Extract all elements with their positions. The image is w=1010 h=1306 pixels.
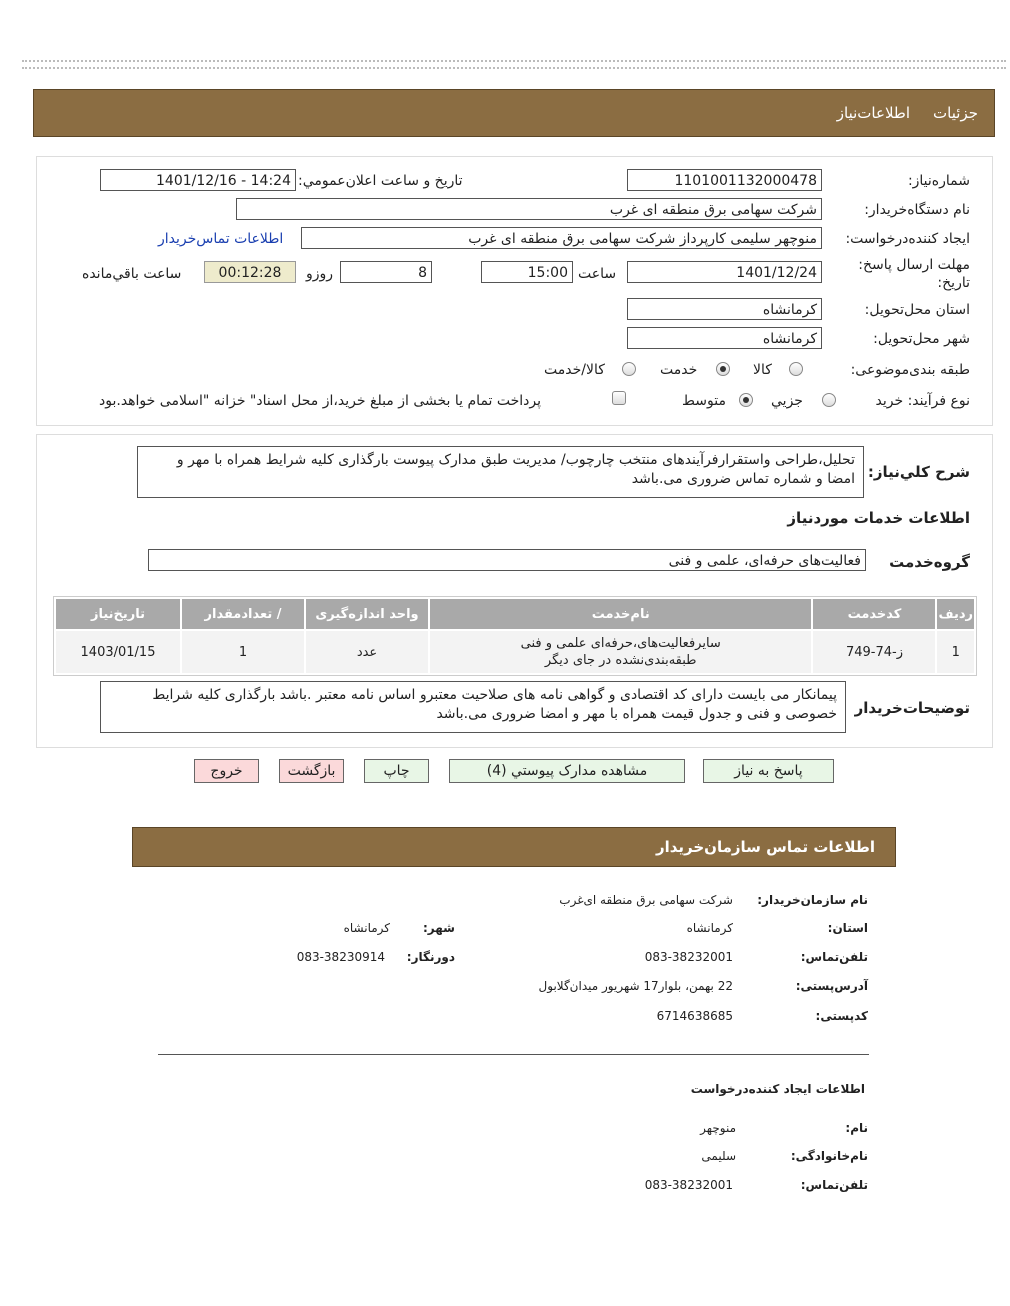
treasury-payment-checkbox[interactable] — [612, 391, 626, 405]
days-label: روزو — [306, 266, 334, 282]
col-code: کدخدمت — [813, 599, 935, 629]
contact-postal-label: کد‌پستی: — [815, 1009, 868, 1023]
creator-family-label: نام‌خانوادگی: — [790, 1149, 868, 1163]
org-label: نام سازمان‌خريدار: — [757, 893, 868, 907]
creator-field: منوچهر سلیمی کارپرداز شرکت سهامی برق منطقه ای غرب — [301, 227, 822, 249]
tab-need-info[interactable]: اطلاعات‌نیاز — [836, 104, 910, 122]
services-table — [54, 597, 976, 675]
contact-title: اطلاعات تماس سازمان‌خريدار — [655, 838, 875, 856]
contact-fax-label: دورنگار: — [406, 950, 455, 964]
services-title: اطلاعات خدمات موردنياز — [787, 509, 970, 527]
process-label: نوع فرآيند: خريد — [875, 393, 970, 409]
process-radio-minor[interactable] — [822, 393, 836, 407]
buyer-field: شرکت سهامی برق منطقه ای غرب — [236, 198, 822, 220]
creator-label: ايجاد کننده‌درخواست: — [845, 231, 970, 247]
cell-qty: 1 — [182, 631, 304, 673]
view-attachments-button[interactable]: مشاهده مدارک پيوستي (4) — [449, 759, 685, 783]
cell-name-line1: سایرفعالیت‌های،حرفه‌ای علمی و فنی — [520, 636, 721, 651]
top-divider — [22, 60, 1006, 69]
contact-province-label: استان: — [827, 921, 868, 935]
creator-name-value: منوچهر — [700, 1121, 736, 1135]
cell-date: 1403/01/15 — [56, 631, 180, 673]
category-option-service: خدمت — [660, 362, 698, 378]
announce-field: 1401/12/16 - 14:24 — [100, 169, 296, 191]
need-number-field: 1101001132000478 — [627, 169, 822, 191]
buyer-contact-link[interactable]: اطلاعات تماس‌خريدار — [158, 231, 284, 247]
contact-phone-value: 083-38232001 — [644, 950, 733, 964]
buyer-notes-text: پیمانکار می بایست دارای کد اقتصادی و گواهی نامه های صلاحیت معتبرو اساس نامه معتبر .باشد بارگذاری کلیه شرایط خصوصی و فنی و جدول قیمت همراه با مهر و امضا ضروری می.باشد — [100, 681, 846, 733]
remaining-label: ساعت باقي‌مانده — [82, 266, 182, 282]
city-field: کرمانشاه — [627, 327, 822, 349]
back-button[interactable]: بازگشت — [279, 759, 344, 783]
contact-phone-label: تلفن‌تماس: — [800, 950, 868, 964]
days-field: 8 — [340, 261, 432, 283]
announce-label: تاريخ و ساعت اعلان‌عمومي: — [298, 173, 463, 189]
category-option-goods-service: کالا/خدمت — [544, 362, 605, 378]
cell-code: ز-74-749 — [813, 631, 935, 673]
province-field: کرمانشاه — [627, 298, 822, 320]
need-info-panel — [36, 156, 993, 426]
process-option-medium: متوسط — [682, 393, 726, 409]
contact-fax-value: 083-38230914 — [296, 950, 385, 964]
city-label: شهر محل‌تحويل: — [873, 331, 970, 347]
description-text: تحلیل،طراحی واستقرارفرآیندهای منتخب چارچوب/ مدیریت طبق مدارک پیوست بارگذاری کلیه شرایط همراه با مهر و امضا و شماره تماس ضروری می.باشد — [137, 446, 864, 498]
deadline-date-label: تاريخ: — [937, 275, 970, 291]
process-option-minor: جزيي — [771, 393, 803, 409]
need-number-label: شماره‌نياز: — [907, 173, 970, 189]
time-label: ساعت — [578, 266, 617, 282]
contact-postal-value: 6714638685 — [656, 1009, 733, 1023]
col-date: تاريخ‌نياز — [56, 599, 180, 629]
treasury-payment-note: پرداخت تمام يا بخشی از مبلغ خريد،از محل اسناد" خزانه "اسلامی خواهد.بود — [99, 393, 542, 409]
category-label: طبقه بندی‌موضوعی: — [850, 362, 970, 378]
remaining-time: 00:12:28 — [204, 261, 296, 283]
service-group-label: گروه‌خدمت — [889, 553, 970, 571]
cell-unit: عدد — [306, 631, 428, 673]
contact-address-value: 22 بهمن، بلوار17 شهریور میدان‌گلابول — [538, 979, 733, 993]
category-radio-goods[interactable] — [789, 362, 803, 376]
exit-button[interactable]: خروج — [194, 759, 259, 783]
contact-title-bar — [132, 827, 896, 867]
creator-info-title: اطلاعات ايجاد کننده‌درخواست — [690, 1082, 865, 1096]
deadline-label: مهلت ارسال پاسخ: — [858, 257, 970, 273]
category-radio-goods-service[interactable] — [622, 362, 636, 376]
creator-phone-value: 083-38232001 — [644, 1178, 733, 1192]
contact-address-label: آدرس‌پستی: — [795, 979, 868, 993]
category-radio-service[interactable] — [716, 362, 730, 376]
col-qty: / تعدادمقدار — [182, 599, 304, 629]
category-option-goods: کالا — [753, 362, 772, 378]
header-bar — [33, 89, 995, 137]
col-name: نام‌خدمت — [430, 599, 811, 629]
cell-name-line2: طبقه‌بندی‌نشده در جای دیگر — [544, 653, 697, 668]
description-label: شرح کلي‌نياز: — [867, 463, 970, 481]
services-table-wrap — [53, 596, 977, 676]
contact-city-value: کرمانشاه — [343, 921, 390, 935]
deadline-time-field: 15:00 — [481, 261, 573, 283]
creator-name-label: نام: — [845, 1121, 868, 1135]
process-radio-medium[interactable] — [739, 393, 753, 407]
buyer-label: نام دستگاه‌خريدار: — [864, 202, 970, 218]
reply-button[interactable]: پاسخ به نياز — [703, 759, 834, 783]
table-row — [56, 631, 974, 673]
province-label: استان محل‌تحويل: — [864, 302, 970, 318]
contact-province-value: کرمانشاه — [686, 921, 733, 935]
org-value: شرکت سهامی برق منطقه ای‌غرب — [559, 893, 733, 907]
deadline-date-field: 1401/12/24 — [627, 261, 822, 283]
creator-phone-label: تلفن‌تماس: — [800, 1178, 868, 1192]
col-unit: واحد اندازه‌گيری — [306, 599, 428, 629]
contact-city-label: شهر: — [423, 921, 455, 935]
print-button[interactable]: چاپ — [364, 759, 429, 783]
creator-family-value: سلیمی — [701, 1149, 736, 1163]
buyer-notes-label: توضيحات‌خريدار — [854, 699, 970, 717]
cell-name — [430, 631, 811, 673]
tab-details[interactable]: جزئیات — [933, 104, 978, 122]
cell-row: 1 — [937, 631, 974, 673]
col-row: رديف — [937, 599, 974, 629]
service-group-field: فعالیت‌های حرفه‌ای، علمی و فنی — [148, 549, 866, 571]
section-divider — [158, 1054, 869, 1055]
